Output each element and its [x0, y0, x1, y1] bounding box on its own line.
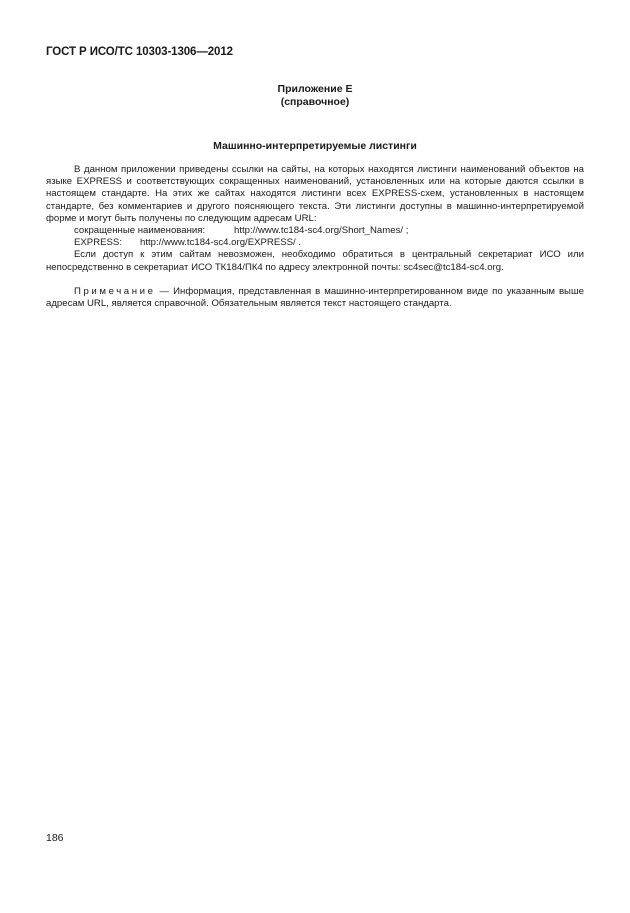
annex-title: Приложение Е [277, 83, 353, 95]
note [46, 286, 584, 310]
section-title: Машинно-интерпретируемые листинги [213, 140, 417, 152]
paragraph-contact: Если доступ к этим сайтам невозможен, необходимо обратиться в центральный секретариат ИСО или непосредственно в секретариат ИСО ТК184/ПК4 по адресу электронной почты: sc4sec@tc184-sc4.org. [46, 249, 584, 273]
page-number: 186 [46, 832, 64, 844]
url-link[interactable]: http://www.tc184-sc4.org/EXPRESS/ . [140, 237, 302, 249]
url-line-short-names [74, 225, 584, 237]
annex-subtitle: (справочное) [280, 96, 350, 108]
note-label: Примечание [74, 285, 156, 297]
annex-heading [0, 83, 630, 109]
url-line-express [74, 237, 584, 249]
url-label: EXPRESS: [74, 237, 122, 249]
note-text: — Информация, представленная в машинно-интерпретированном виде по указанным выше адресам URL, является справочной. Обязательным является текст настоящего стандарта. [46, 285, 584, 310]
url-label: сокращенные наименования: [74, 225, 206, 237]
body-text [46, 164, 584, 310]
paragraph-intro: В данном приложении приведены ссылки на сайты, на которых находятся листинги наименований объектов на языке EXPRESS и соответствующих сокращенных наименований, установленных или на которые даются ссылки в настоящем стандарте. На этих же сайтах находятся листинги всех EXPRESS-схем, установленных в настоящем стандарте, без комментариев и другого поясняющего текста. Эти листинги доступны в машинно-интерпретируемой форме и могут быть получены по следующим адресам URL: [46, 164, 584, 224]
url-link[interactable]: http://www.tc184-sc4.org/Short_Names/ ; [234, 225, 409, 237]
document-header: ГОСТ Р ИСО/ТС 10303-1306—2012 [46, 46, 233, 58]
